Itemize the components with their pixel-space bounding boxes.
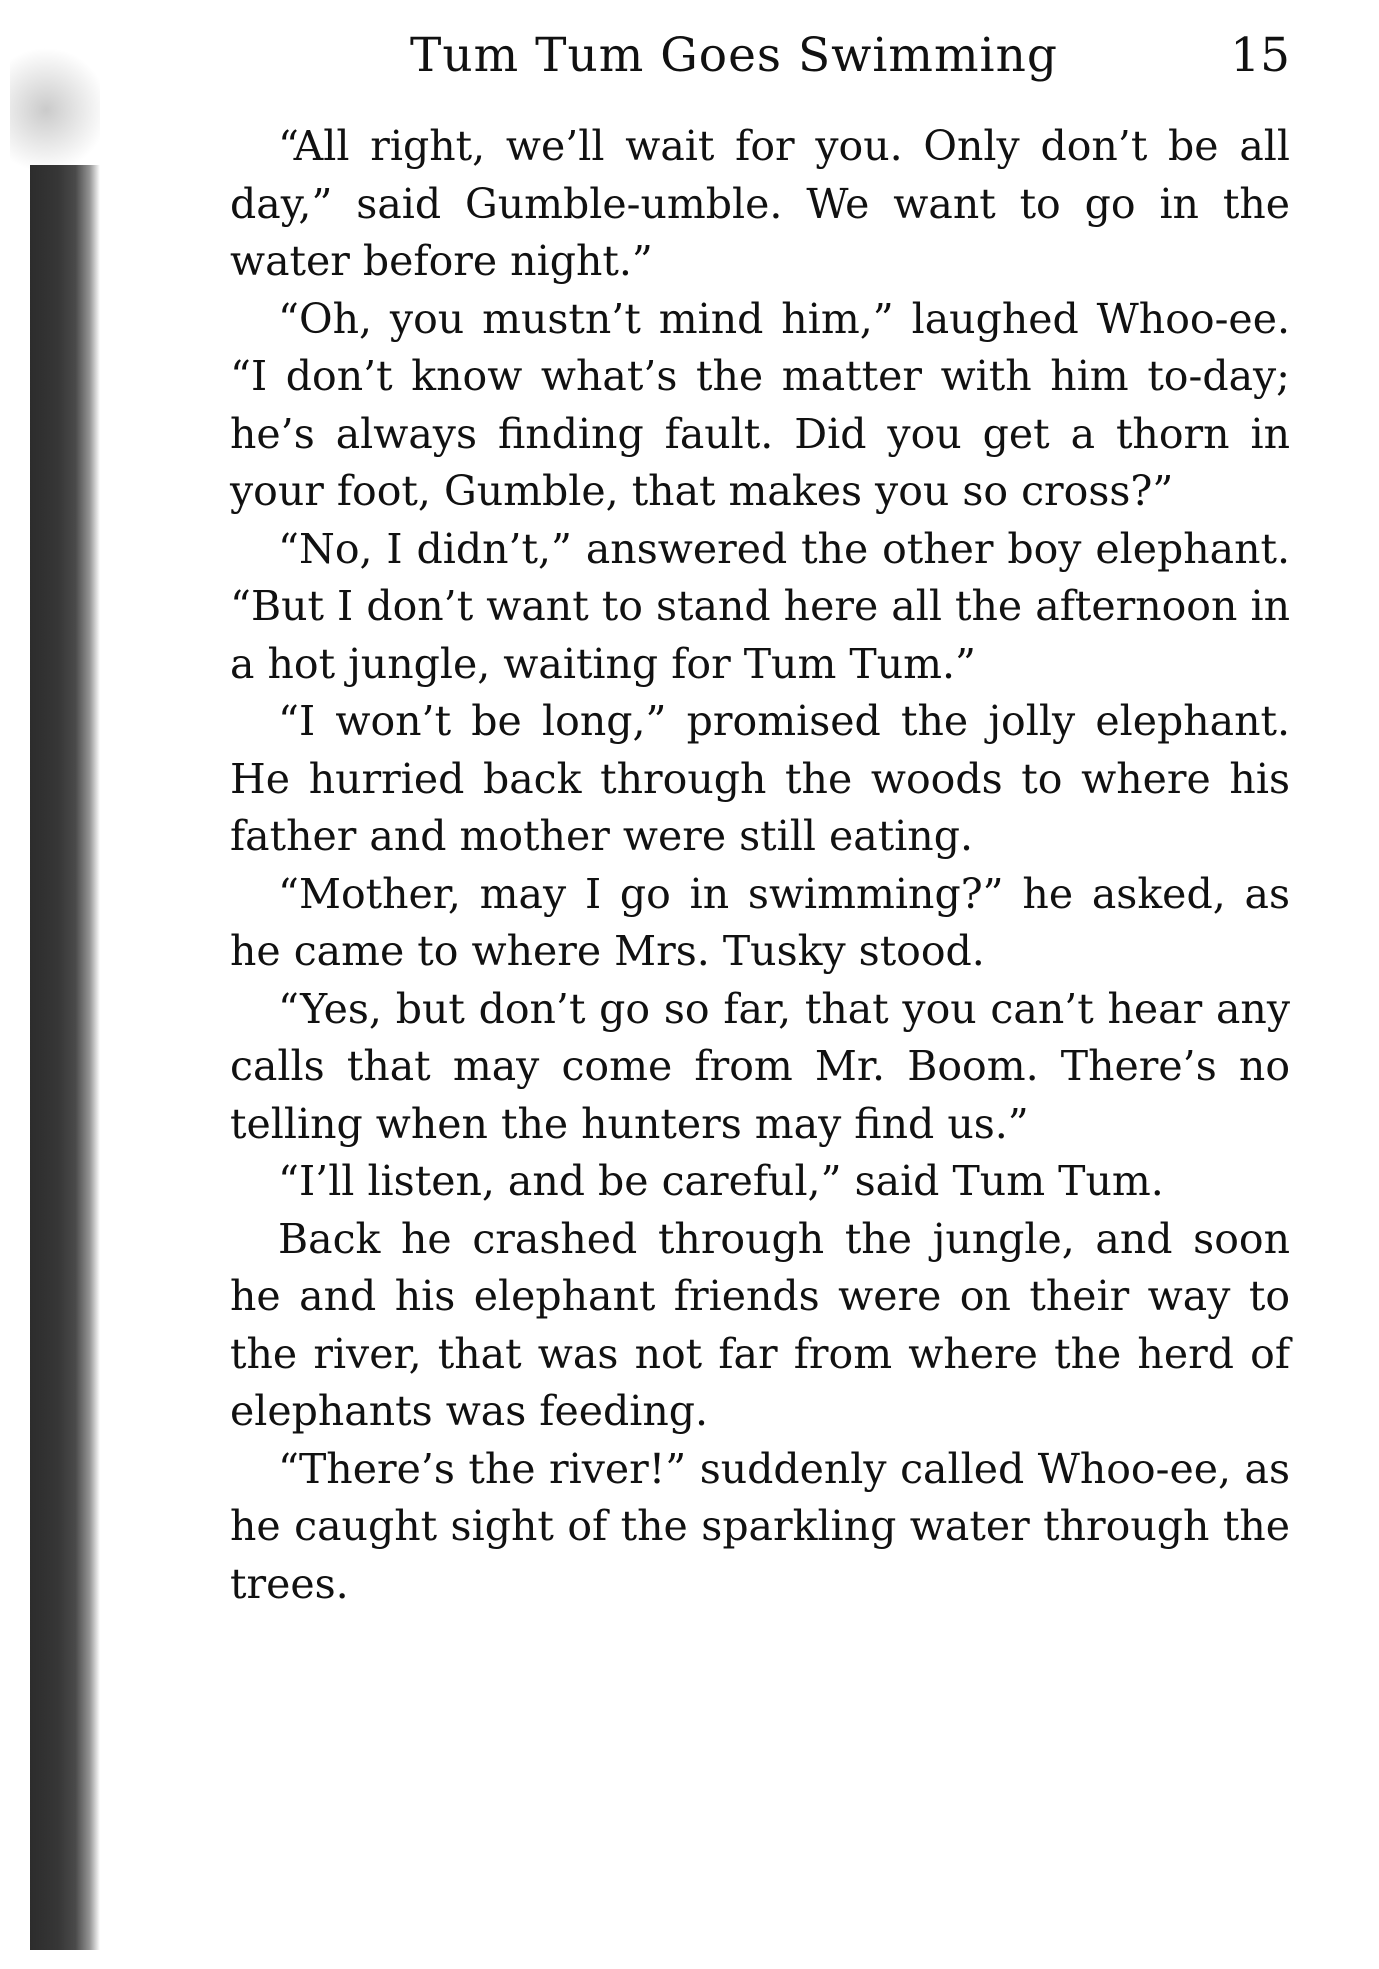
paragraph: “I’ll listen, and be careful,” said Tum Tum. [278, 1157, 1164, 1205]
page-scan-shadow [10, 40, 100, 180]
paragraph: “No, I didn’t,” answered the other boy elephant. “But I don’t want to stand here all the afternoon in a hot jungle, waiting for Tum Tum.” [230, 524, 1290, 688]
page-body [230, 118, 1290, 1613]
paragraph: “There’s the river!” suddenly called Whoo-ee, as he caught sight of the sparkling water through the trees. [230, 1444, 1290, 1608]
running-header [230, 28, 1290, 98]
running-title: Tum Tum Goes Swimming [410, 28, 1058, 83]
page-number: 15 [1230, 28, 1290, 83]
paragraph: Back he crashed through the jungle, and soon he and his elephant friends were on their way to the river, that was not far from where the herd of elephants was feeding. [230, 1214, 1290, 1435]
paragraph: “Oh, you mustn’t mind him,” laughed Whoo-ee. “I don’t know what’s the matter with him to-day; he’s always finding fault. Did you get a thorn in your foot, Gumble, that makes you so cross?” [230, 294, 1290, 515]
paragraph: “All right, we’ll wait for you. Only don’t be all day,” said Gumble-umble. We want to go in the water before night.” [230, 122, 1290, 285]
paragraph: “Mother, may I go in swimming?” he asked, as he came to where Mrs. Tusky stood. [230, 869, 1290, 975]
paragraph: “I won’t be long,” promised the jolly elephant. He hurried back through the woods to where his father and mother were still eating. [230, 697, 1290, 860]
book-binding-edge [30, 165, 100, 1950]
paragraph: “Yes, but don’t go so far, that you can’t hear any calls that may come from Mr. Boom. There’s no telling when the hunters may find us.” [230, 984, 1290, 1148]
